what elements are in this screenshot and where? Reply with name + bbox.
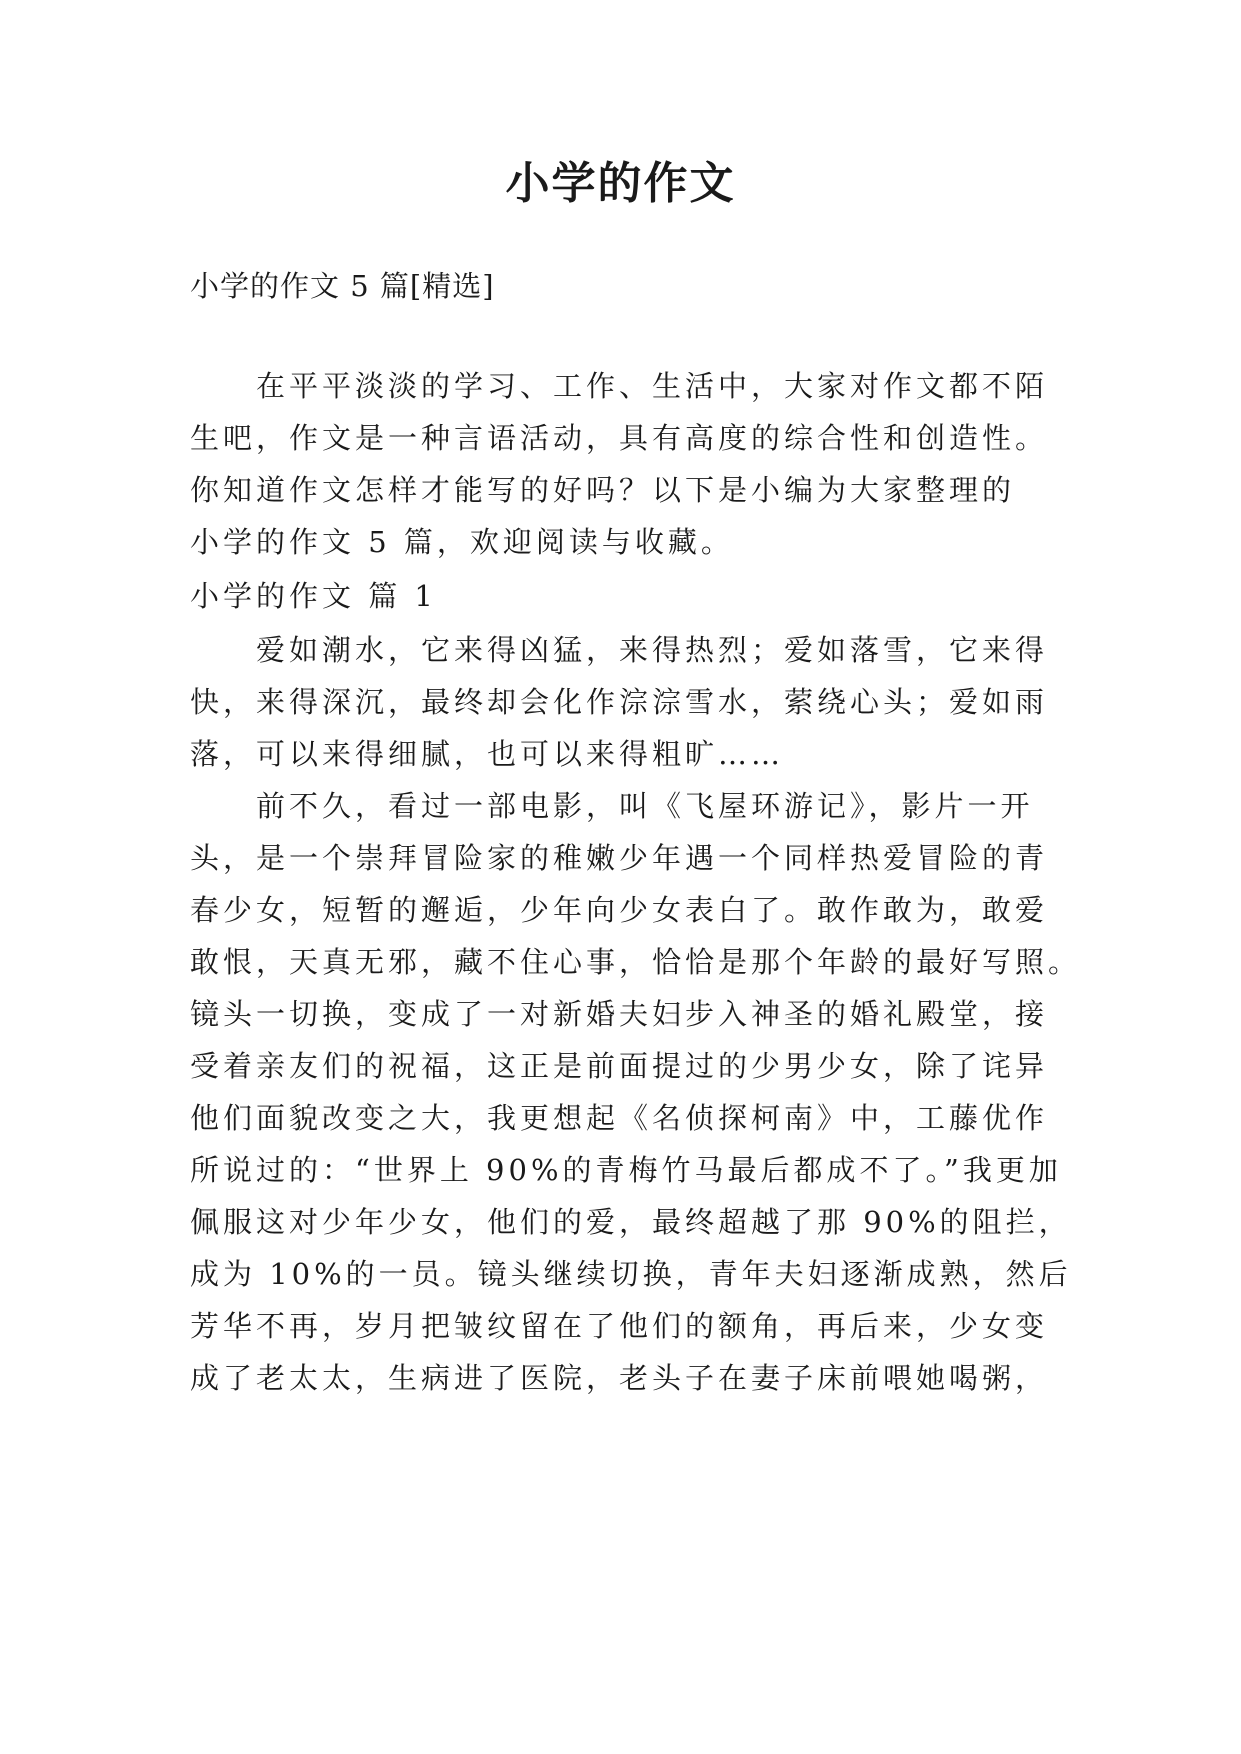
paragraph-line: 小学的作文 5 篇，欢迎阅读与收藏。: [190, 525, 734, 559]
paragraph-line: 在平平淡淡的学习、工作、生活中，大家对作文都不陌: [256, 369, 1049, 403]
section-heading: 小学的作文 篇 1: [190, 579, 437, 613]
document-subtitle: 小学的作文 5 篇[精选]: [190, 269, 495, 303]
paragraph-line: 成了老太太，生病进了医院，老头子在妻子床前喂她喝粥，: [190, 1361, 1049, 1395]
paragraph-line: 受着亲友们的祝福，这正是前面提过的少男少女，除了诧异: [190, 1049, 1049, 1083]
paragraph-line: 前不久，看过一部电影，叫《飞屋环游记》，影片一开: [256, 789, 1034, 823]
paragraph-line: 生吧，作文是一种言语活动，具有高度的综合性和创造性。: [190, 421, 1049, 455]
paragraph-line: 春少女，短暂的邂逅，少年向少女表白了。敢作敢为，敢爱: [190, 893, 1049, 927]
paragraph-line: 爱如潮水，它来得凶猛，来得热烈；爱如落雪，它来得: [256, 633, 1049, 667]
paragraph-line: 佩服这对少年少女，他们的爱，最终超越了那 90%的阻拦，: [190, 1205, 1072, 1239]
paragraph-line: 落，可以来得细腻，也可以来得粗旷……: [190, 737, 785, 771]
paragraph-line: 芳华不再，岁月把皱纹留在了他们的额角，再后来，少女变: [190, 1309, 1049, 1343]
paragraph-line: 敢恨，天真无邪，藏不住心事，恰恰是那个年龄的最好写照。: [190, 945, 1082, 979]
paragraph-line: 你知道作文怎样才能写的好吗？以下是小编为大家整理的: [190, 473, 1016, 507]
paragraph-line: 快，来得深沉，最终却会化作淙淙雪水，萦绕心头；爱如雨: [190, 685, 1049, 719]
paragraph-line: 他们面貌改变之大，我更想起《名侦探柯南》中，工藤优作: [190, 1101, 1049, 1135]
paragraph-line: 成为 10%的一员。镜头继续切换，青年夫妇逐渐成熟，然后: [190, 1257, 1072, 1291]
document-title: 小学的作文: [505, 158, 736, 209]
paragraph-line: 所说过的：“世界上 90%的青梅竹马最后都成不了。”我更加: [190, 1153, 1062, 1187]
paragraph-line: 头，是一个崇拜冒险家的稚嫩少年遇一个同样热爱冒险的青: [190, 841, 1049, 875]
paragraph-line: 镜头一切换，变成了一对新婚夫妇步入神圣的婚礼殿堂，接: [190, 997, 1049, 1031]
